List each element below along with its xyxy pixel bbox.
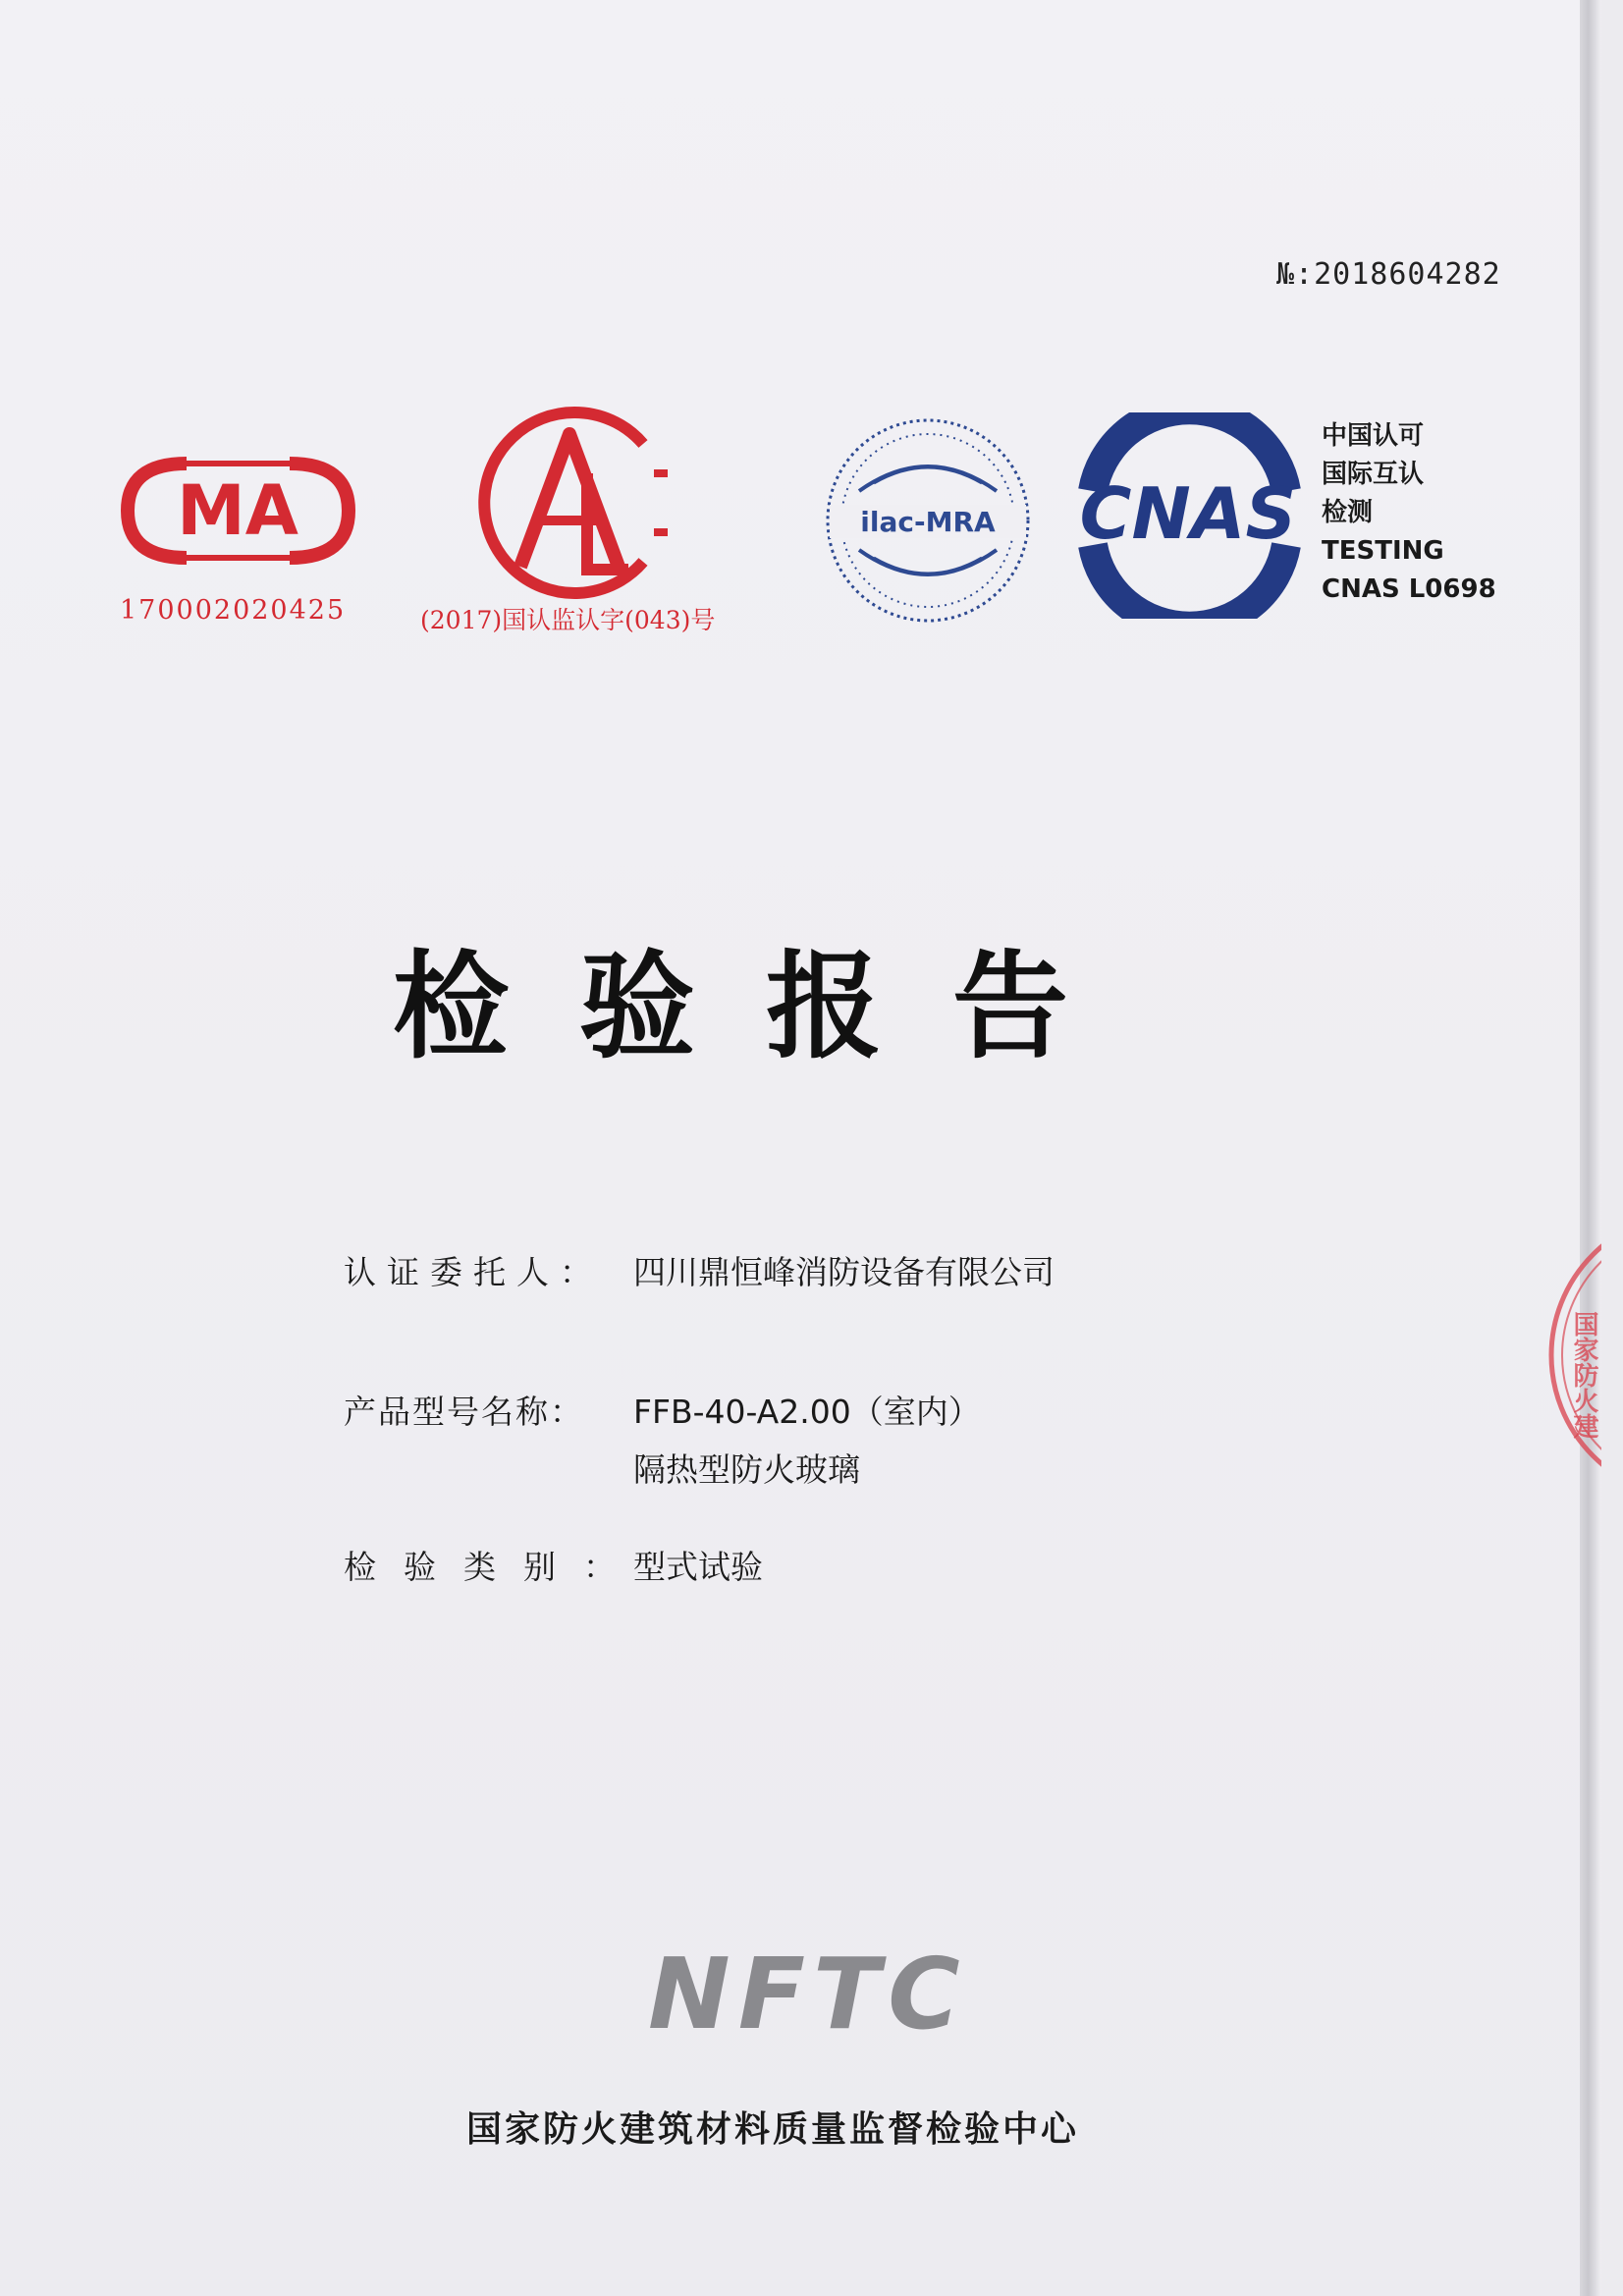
client-row: [344, 1247, 1055, 1293]
cnas-caption-line: 中国认可: [1322, 421, 1425, 451]
type-row: [344, 1542, 763, 1588]
product-value-line2: 隔热型防火玻璃: [633, 1450, 860, 1489]
page-title: 检验报告: [393, 939, 1140, 1074]
cal-logo: [461, 405, 677, 601]
stamp-fragment-text: 国家防火建: [1569, 1311, 1598, 1439]
cnas-caption: [1322, 417, 1496, 609]
cnas-caption-line: TESTING: [1322, 536, 1444, 566]
organization-name: 国家防火建筑材料质量监督检验中心: [466, 2109, 1080, 2150]
cnas-logo: [1068, 412, 1309, 619]
product-label: 产品型号名称：: [344, 1393, 584, 1431]
cnas-caption-line: CNAS L0698: [1322, 574, 1496, 604]
report-number: №:2018604282: [1276, 257, 1501, 292]
product-value: [633, 1387, 981, 1491]
cma-code: 170002020425: [120, 595, 347, 626]
cnas-caption-line: 国际互认: [1322, 460, 1425, 489]
type-label: 检验类别：: [344, 1548, 643, 1586]
cma-logo-text: MA: [177, 470, 298, 551]
client-label: 认证委托人：: [344, 1253, 603, 1291]
cnas-logo-text: CNAS: [1079, 472, 1297, 555]
ilac-logo-text: ilac-MRA: [860, 506, 996, 538]
ilac-mra-logo: [820, 412, 1036, 629]
cma-logo: [118, 452, 358, 570]
cal-code: (2017)国认监认字(043)号: [420, 606, 716, 634]
product-row: [344, 1387, 981, 1491]
type-value: 型式试验: [633, 1548, 763, 1586]
page-edge: [1580, 0, 1601, 2296]
product-value-line1: FFB-40-A2.00（室内）: [633, 1393, 981, 1431]
client-value: 四川鼎恒峰消防设备有限公司: [633, 1253, 1055, 1291]
stamp-fragment: [1546, 1193, 1601, 1517]
nftc-logo: NFTC: [648, 1937, 968, 2051]
cnas-caption-line: 检测: [1322, 498, 1374, 527]
